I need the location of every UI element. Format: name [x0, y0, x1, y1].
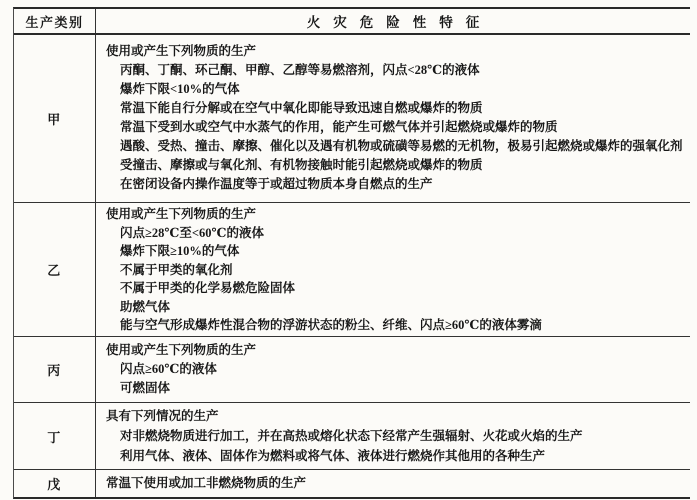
feature-item: 受撞击、摩擦或与氧化剂、有机物接触时能引起燃烧或爆炸的物质 — [120, 158, 483, 172]
table-header-row — [14, 9, 690, 35]
feature-cell-bing — [96, 337, 690, 402]
category-label-jia: 甲 — [14, 35, 96, 202]
header-feature-label: 火灾危险性特征 — [306, 15, 493, 30]
feature-item: 常温下能自行分解或在空气中氧化即能导致迅速自燃或爆炸的物质 — [120, 101, 483, 115]
feature-item: 爆炸下限<10%的气体 — [120, 82, 240, 96]
feature-cell-yi — [96, 203, 690, 336]
category-label-bing: 丙 — [14, 337, 96, 402]
feature-item: 丙酮、丁酮、环己酮、甲醇、乙醇等易燃溶剂，闪点<28℃的液体 — [120, 63, 480, 77]
table-row-ding — [14, 402, 690, 469]
feature-item: 闪点≥60℃的液体 — [120, 362, 217, 376]
feature-item: 可燃固体 — [120, 381, 171, 395]
feature-item: 利用气体、液体、固体作为燃料或将气体、液体进行燃烧作其他用的各种生产 — [120, 449, 546, 463]
feature-item: 常温下受到水或空气中水蒸气的作用，能产生可燃气体并引起燃烧或爆炸的物质 — [120, 120, 558, 134]
table-row-bing — [14, 336, 690, 402]
intro-line: 使用或产生下列物质的生产 — [106, 44, 257, 58]
feature-item: 对非燃烧物质进行加工，并在高热或熔化状态下经常产生强辐射、火花或火焰的生产 — [120, 429, 583, 443]
intro-line: 使用或产生下列物质的生产 — [106, 343, 257, 357]
feature-item: 闪点≥28℃至<60℃的液体 — [120, 225, 264, 240]
fire-hazard-classification-table — [13, 7, 690, 499]
intro-line: 常温下使用或加工非燃烧物质的生产 — [106, 476, 307, 490]
header-feature-cell — [96, 9, 690, 33]
feature-item: 助燃气体 — [120, 299, 171, 314]
header-category-label: 生产类别 — [14, 9, 96, 33]
feature-cell-jia — [96, 35, 690, 202]
category-label-wu: 戊 — [14, 470, 96, 497]
feature-cell-wu — [96, 470, 690, 497]
table-row-jia — [14, 35, 690, 202]
category-label-yi: 乙 — [14, 203, 96, 336]
intro-line: 具有下列情况的生产 — [106, 409, 219, 423]
table-row-wu — [14, 469, 690, 497]
intro-line: 使用或产生下列物质的生产 — [106, 207, 257, 221]
feature-cell-ding — [96, 403, 690, 469]
feature-item: 在密闭设备内操作温度等于或超过物质本身自燃点的生产 — [120, 177, 433, 191]
feature-item: 不属于甲类的氧化剂 — [120, 262, 233, 277]
category-label-ding: 丁 — [14, 403, 96, 469]
feature-item: 遇酸、受热、撞击、摩擦、催化以及遇有机物或硫磺等易燃的无机物，极易引起燃烧或爆炸的强氧化剂 — [120, 139, 683, 153]
feature-item: 爆炸下限≥10%的气体 — [120, 244, 240, 258]
feature-item: 能与空气形成爆炸性混合物的浮游状态的粉尘、纤维、闪点≥60℃的液体雾滴 — [120, 318, 542, 332]
table-row-yi — [14, 202, 690, 336]
feature-item: 不属于甲类的化学易燃危险固体 — [120, 281, 296, 295]
